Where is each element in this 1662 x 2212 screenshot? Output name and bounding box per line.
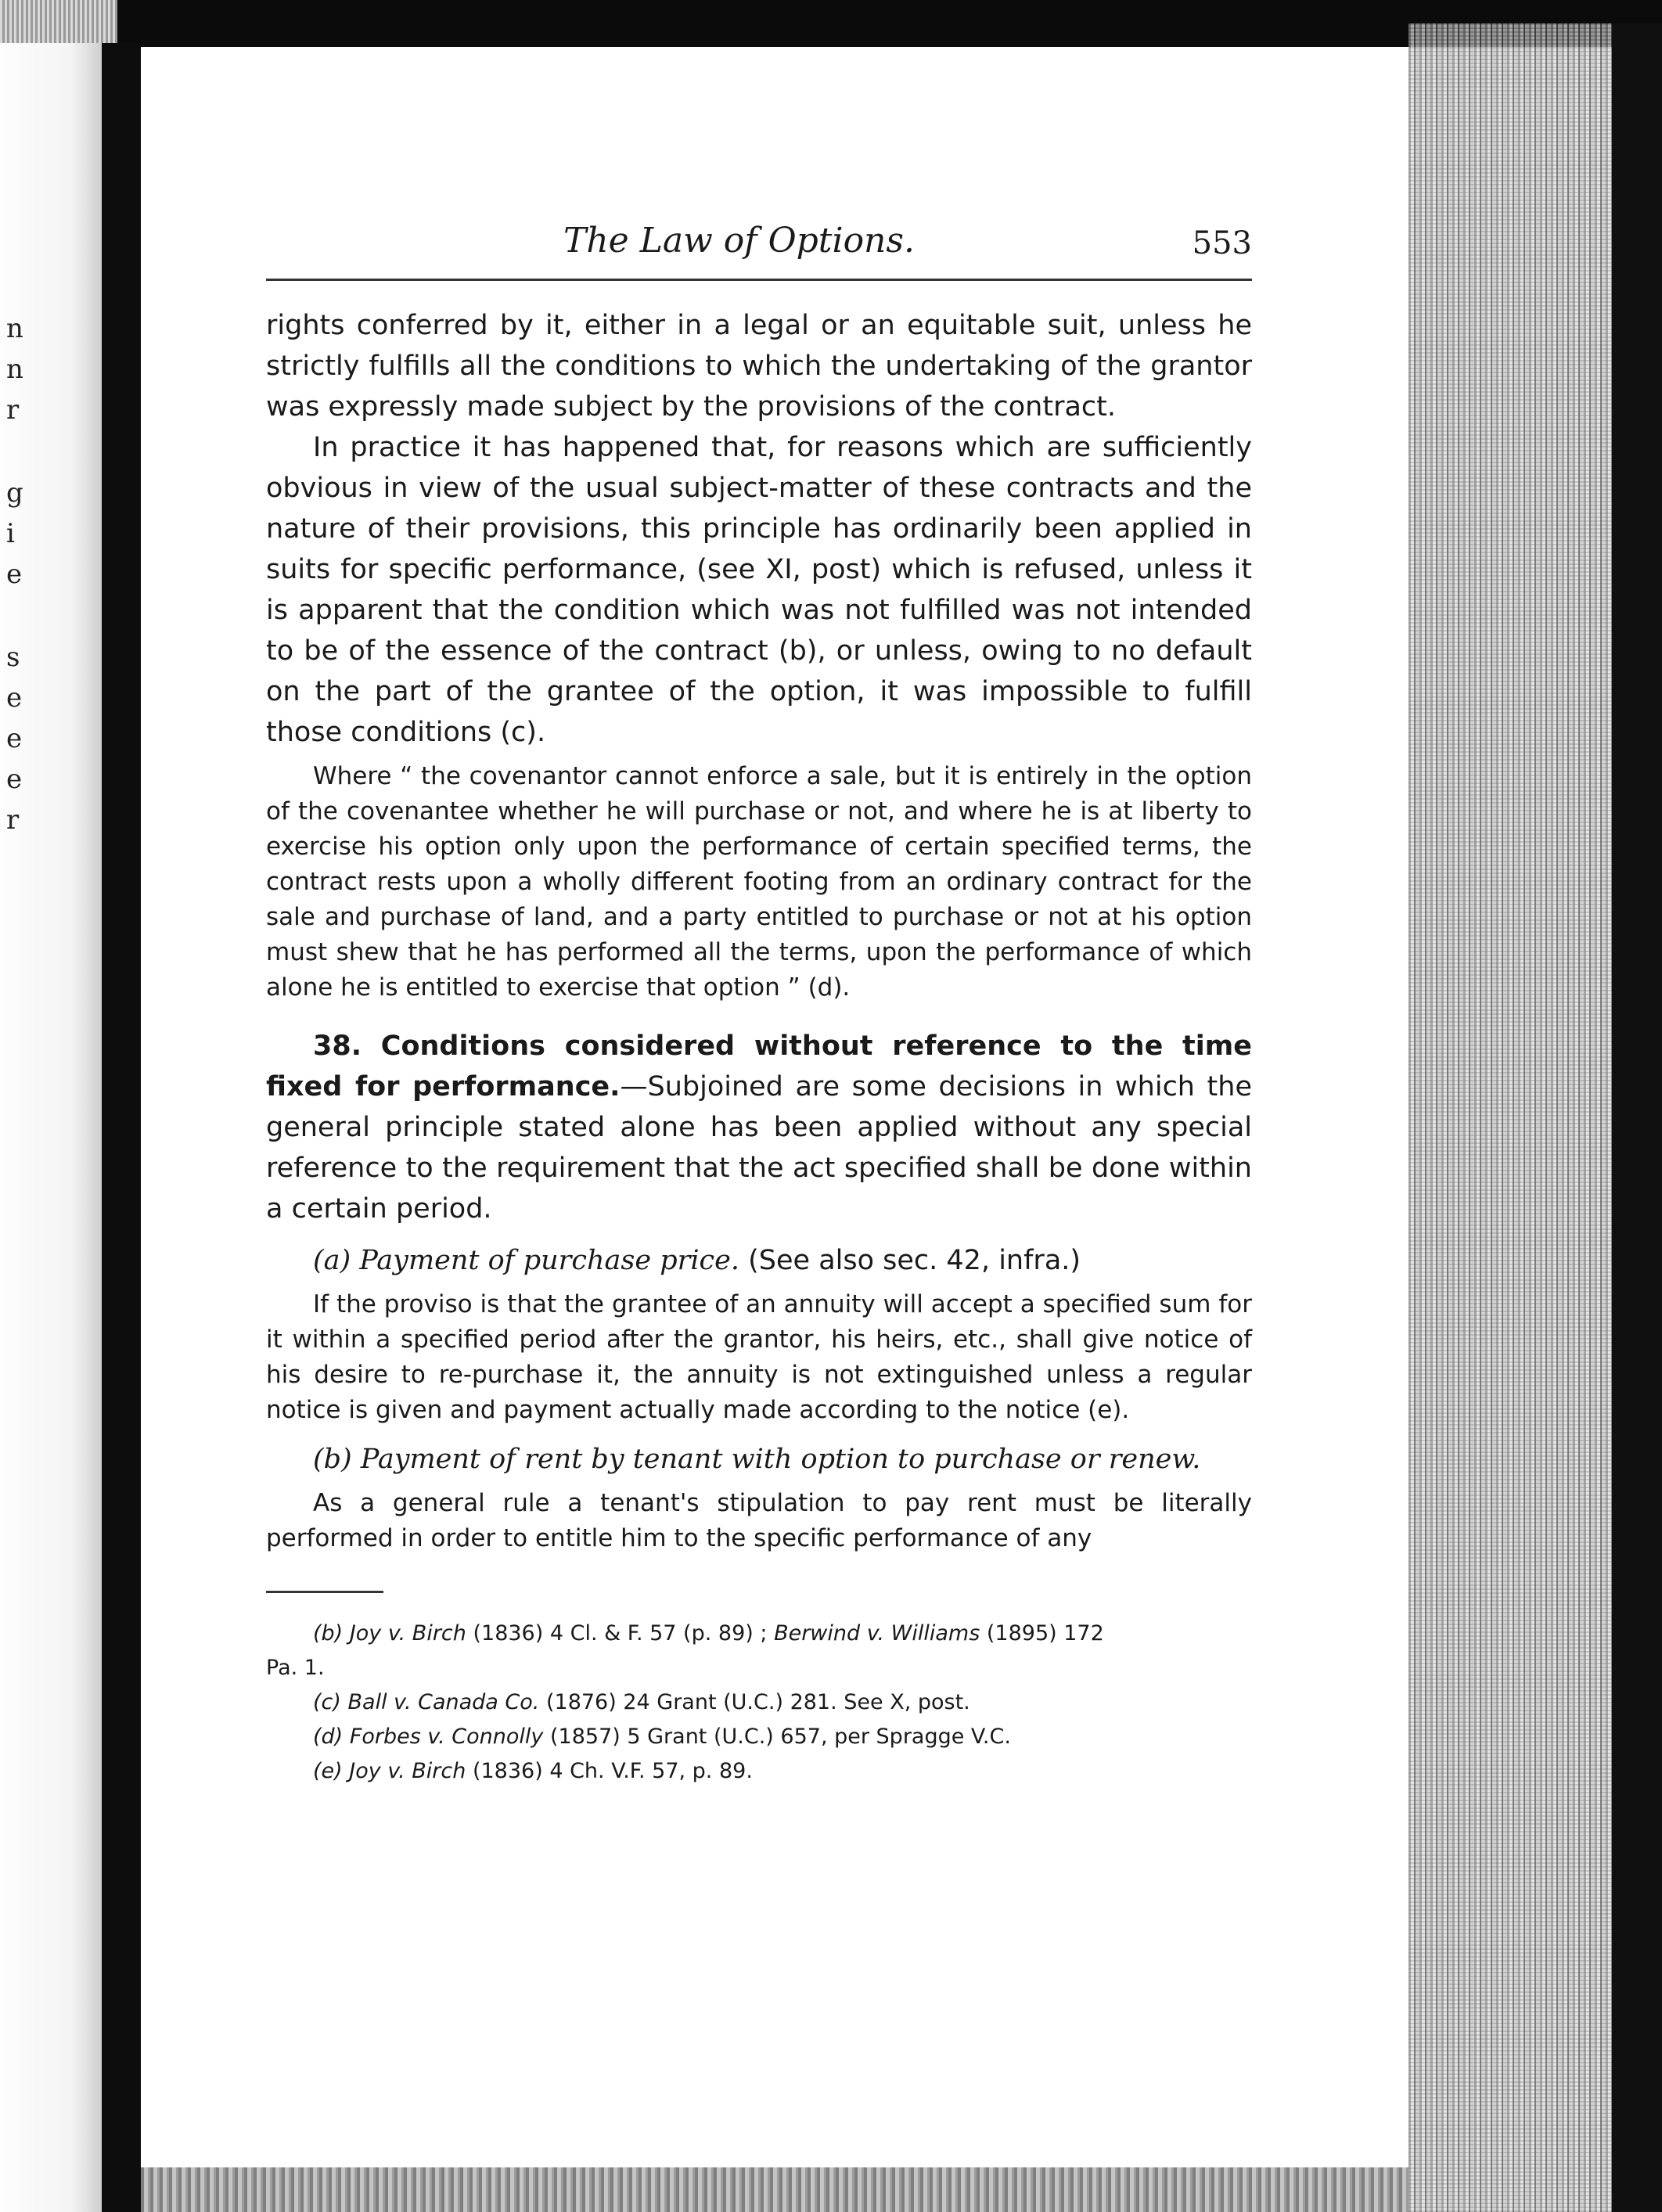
paragraph: rights conferred by it, either in a legal or an equitable suit, unless he strictly fulfills all the conditions to which the undertaking of the grantor was expressly made subject by the provisions of the contract.: [266, 310, 1252, 423]
subsection-label: (b): [313, 1444, 352, 1475]
footnote-mark: (c): [313, 1690, 341, 1714]
footnote-mark: (b): [313, 1621, 344, 1646]
margin-letter: g: [6, 477, 23, 509]
section-38: [266, 1026, 1252, 1229]
footnote-case: Berwind v. Williams: [774, 1621, 980, 1646]
margin-letter: s: [6, 642, 20, 673]
margin-letter: n: [6, 354, 23, 385]
footnote-continuation: Pa. 1.: [266, 1656, 325, 1680]
scan-noise-bottom: [141, 2167, 1408, 2212]
paragraph: As a general rule a tenant's stipulation to pay rent must be literally performed in order to entitle him to the specific performance of any: [266, 1489, 1252, 1552]
margin-letter: e: [6, 723, 23, 754]
footnote: [266, 1617, 1252, 1651]
section-text: —Subjoined are some decisions in which the general principle stated alone has been applied without any special reference to the requirement that the act specified shall be done within a certain period.: [266, 1071, 1252, 1225]
footnote: [266, 1720, 1252, 1754]
page-body: [266, 305, 1252, 1789]
footnote-case: Joy v. Birch: [349, 1621, 466, 1646]
margin-letter: r: [6, 804, 20, 836]
subsection-heading-a: [266, 1240, 1252, 1281]
footnote-mark: (d): [313, 1725, 344, 1749]
scan-border-right: [1612, 23, 1662, 2212]
footnote-rule: [266, 1591, 383, 1593]
footnote: [266, 1754, 1252, 1789]
page-number: 553: [1192, 225, 1252, 261]
subsection-title: Payment of purchase price.: [359, 1245, 739, 1276]
footnote-case: Joy v. Birch: [349, 1759, 466, 1783]
subsection-heading-b: [266, 1439, 1252, 1480]
quoted-paragraph: Where “ the covenantor cannot enforce a sale, but it is entirely in the option of the covenantee whether he will purchase or not, and where he is at liberty to exercise his option only upon the performance of certain specified terms, the contract rests upon a wholly different footing from an ordinary contract for the sale and purchase of land, and a party entitled to purchase or not at his option must shew that he has performed all the terms, upon the performance of which alone he is entitled to exercise that option ” (d).: [266, 762, 1252, 1002]
scan-border-left: [102, 43, 141, 2212]
footnote-cite: (1857) 5 Grant (U.C.) 657, per Spragge V.C.: [550, 1725, 1011, 1749]
section-heading: 38. Conditions considered without reference to the time fixed for performance.: [266, 1030, 1252, 1102]
margin-letter: e: [6, 559, 23, 590]
subsection-title: Payment of rent by tenant with option to purchase or renew.: [360, 1444, 1201, 1475]
footnote: [266, 1685, 1252, 1720]
footnote-mark: (e): [313, 1759, 343, 1783]
book-page: [266, 211, 1252, 1783]
running-head: [266, 211, 1252, 274]
footnotes: [266, 1617, 1252, 1789]
subsection-note: (See also sec. 42, infra.): [748, 1245, 1081, 1276]
margin-letter: n: [6, 313, 23, 344]
running-title: The Law of Options.: [563, 221, 915, 261]
header-rule: [266, 279, 1252, 281]
footnote-case: Forbes v. Connolly: [349, 1725, 544, 1749]
footnote-cite: (1876) 24 Grant (U.C.) 281. See X, post.: [545, 1690, 970, 1714]
paragraph: In practice it has happened that, for reasons which are sufficiently obvious in view of the usual subject-matter of these contracts and the nature of their provisions, this principle has ordinarily been applied in suits for specific performance, (see XI, post) which is refused, unless it is apparent that the condition which was not fulfilled was not intended to be of the essence of the contract (b), or unless, owing to no default on the part of the grantee of the option, it was impossible to fulfill those conditions (c).: [266, 432, 1252, 748]
footnote-case: Ball v. Canada Co.: [347, 1690, 540, 1714]
footnote-cite: (1836) 4 Cl. & F. 57 (p. 89) ;: [473, 1621, 768, 1646]
subsection-label: (a): [313, 1245, 351, 1276]
scan-edge-top-left: [0, 0, 117, 47]
margin-letter: i: [6, 518, 15, 549]
margin-letter: r: [6, 394, 20, 426]
paragraph: If the proviso is that the grantee of an annuity will accept a specified sum for it within a specified period after the grantor, his heirs, etc., shall give notice of his desire to re-purchase it, the annuity is not extinguished unless a regular notice is given and payment actually made according to the notice (e).: [266, 1290, 1252, 1424]
footnote-cite: (1836) 4 Ch. V.F. 57, p. 89.: [472, 1759, 753, 1783]
footnote-cite: (1895) 172: [986, 1621, 1104, 1646]
margin-letter: e: [6, 682, 23, 714]
margin-letter: e: [6, 764, 23, 795]
